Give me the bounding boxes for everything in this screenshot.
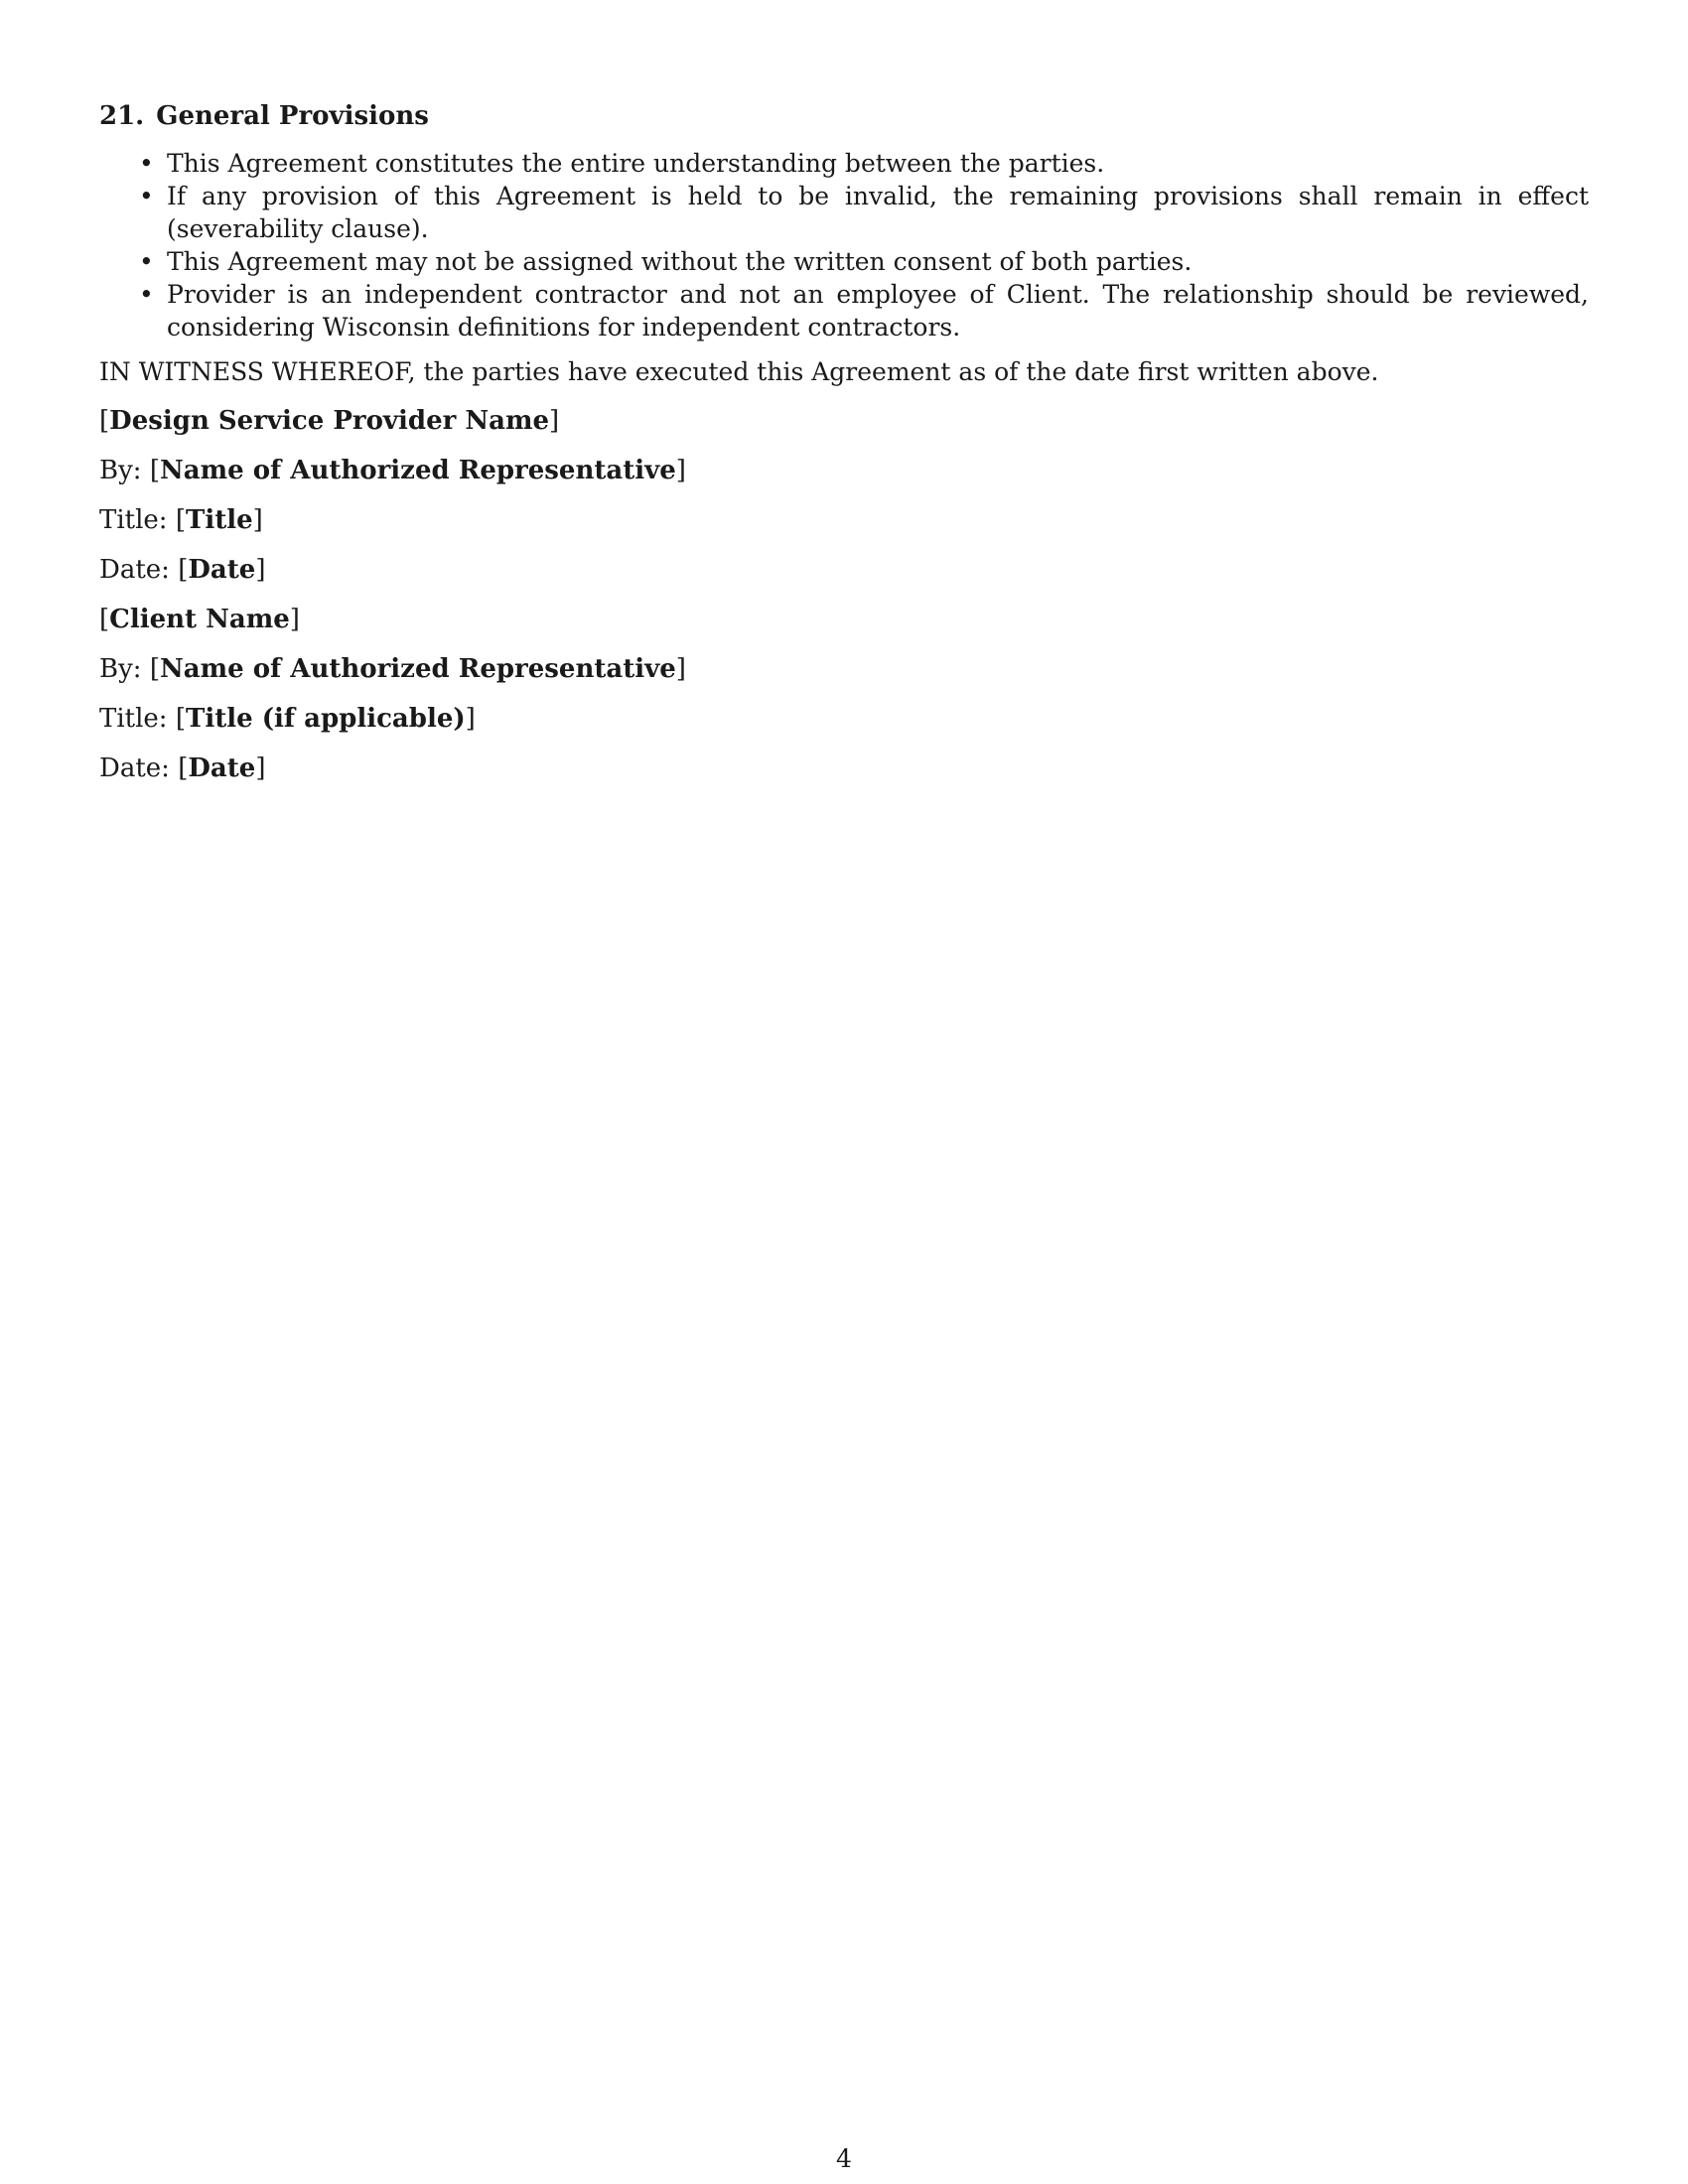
client-date-line: Date: [Date] — [99, 753, 266, 783]
provisions-list — [99, 147, 1589, 343]
client-title-line: Title: [Title (if applicable)] — [99, 704, 476, 734]
client-representative: Name of Authorized Representative — [159, 654, 676, 684]
list-item — [99, 147, 1589, 180]
bullet-icon: • — [139, 149, 154, 178]
by-label: By: — [99, 456, 142, 485]
list-item — [99, 180, 1589, 245]
witness-paragraph: IN WITNESS WHEREOF, the parties have executed this Agreement as of the date first written above. — [99, 357, 1379, 386]
provision-text: This Agreement may not be assigned without the written consent of both parties. — [167, 247, 1193, 276]
provider-name: Design Service Provider Name — [109, 406, 550, 436]
title-label: Title: — [99, 505, 168, 535]
client-by-line: By: [Name of Authorized Representative] — [99, 654, 686, 684]
list-item — [99, 278, 1589, 343]
page-number: 4 — [836, 2144, 852, 2173]
document-page — [99, 99, 1589, 802]
client-date: Date — [188, 753, 256, 783]
provision-text: Provider is an independent contractor and not an employee of Client. The relationship should be reviewed, considering Wisconsin definitions for independent contractors. — [167, 280, 1589, 341]
provider-title: Title — [186, 505, 253, 535]
by-label: By: — [99, 654, 142, 684]
title-label: Title: — [99, 704, 168, 734]
list-item — [99, 245, 1589, 278]
bullet-icon: • — [139, 280, 154, 309]
provider-title-line: Title: [Title] — [99, 505, 263, 535]
bullet-icon: • — [139, 247, 154, 276]
provider-representative: Name of Authorized Representative — [159, 456, 676, 485]
provider-date: Date — [188, 555, 256, 585]
section-heading — [99, 99, 1589, 133]
provider-name-line: [Design Service Provider Name] — [99, 406, 560, 436]
client-name: Client Name — [109, 605, 290, 634]
provider-by-line: By: [Name of Authorized Representative] — [99, 456, 686, 485]
bullet-icon: • — [139, 182, 154, 210]
client-title: Title (if applicable) — [186, 704, 466, 734]
date-label: Date: — [99, 555, 170, 585]
provider-date-line: Date: [Date] — [99, 555, 266, 585]
section-number: 21. — [99, 101, 145, 131]
client-name-line: [Client Name] — [99, 605, 300, 634]
provision-text: If any provision of this Agreement is held to be invalid, the remaining provisions shall remain in effect (severability clause). — [167, 182, 1589, 243]
provision-text: This Agreement constitutes the entire understanding between the parties. — [167, 149, 1105, 178]
section-title: General Provisions — [156, 101, 429, 131]
date-label: Date: — [99, 753, 170, 783]
